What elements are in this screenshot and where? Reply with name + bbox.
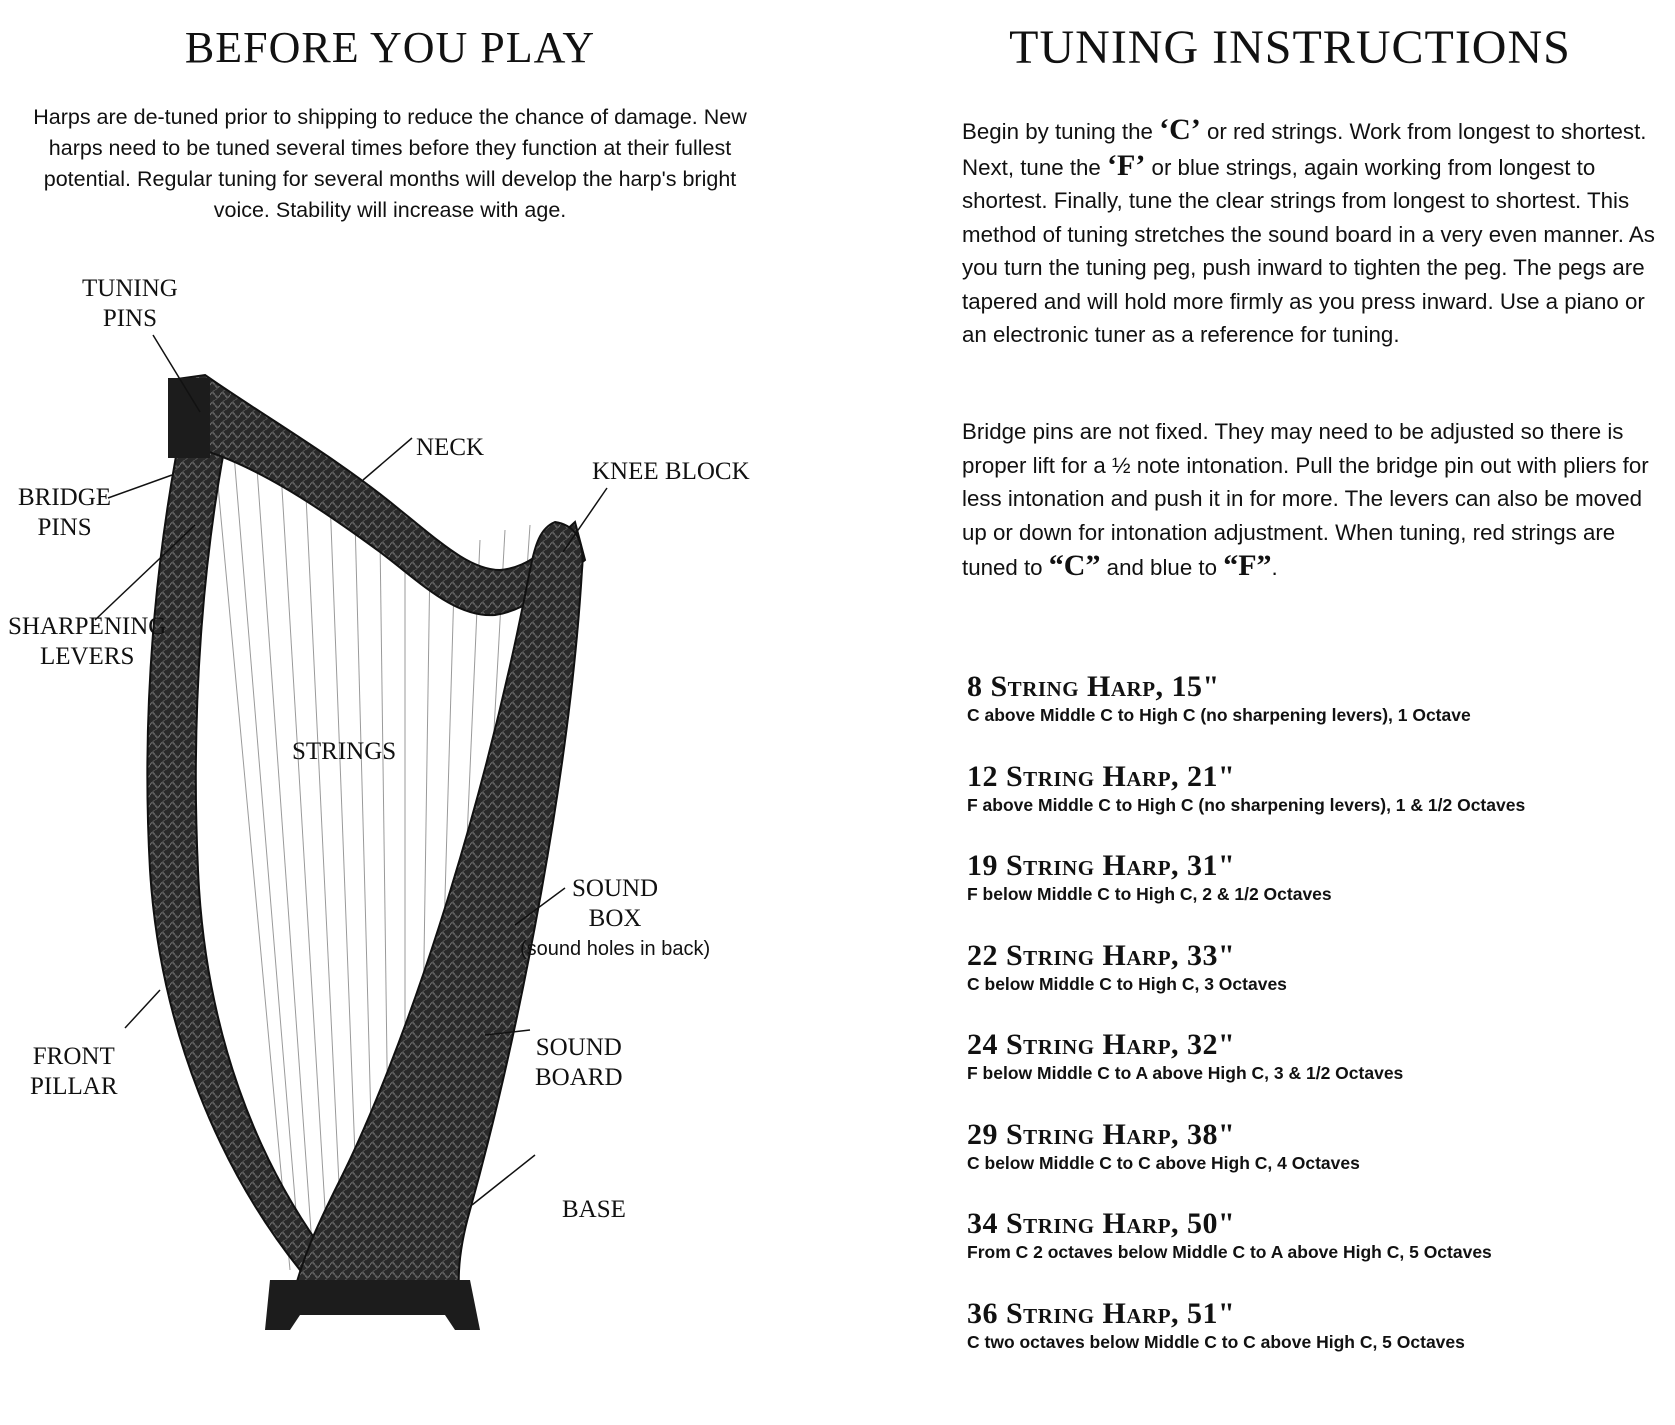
label-bridge-pins-line1: BRIDGE <box>18 484 112 511</box>
label-knee-block: KNEE BLOCK <box>592 458 750 485</box>
para2-f-note: “F” <box>1223 549 1272 582</box>
model-range: C below Middle C to C above High C, 4 Octaves <box>967 1152 1360 1173</box>
label-base: BASE <box>562 1196 626 1223</box>
label-sharpening-levers-line1: SHARPENING <box>8 613 167 640</box>
label-neck: NECK <box>416 434 485 461</box>
model-range: C above Middle C to High C (no sharpening levers), 1 Octave <box>967 705 1471 725</box>
para1-c-note: ‘C’ <box>1159 113 1201 146</box>
para2-text-c: . <box>1271 555 1278 580</box>
tuning-paragraph-2 <box>962 415 1662 585</box>
label-sound-box <box>520 874 710 964</box>
label-sharpening-levers-line2: LEVERS <box>39 643 135 670</box>
harp-model-list <box>967 670 1667 1386</box>
label-front-pillar-line1: FRONT <box>32 1043 115 1070</box>
model-title: 29 String Harp, 38" <box>967 1117 1236 1151</box>
label-strings: STRINGS <box>292 738 397 765</box>
label-tuning-pins <box>82 274 178 334</box>
tuning-paragraph-1 <box>962 113 1662 352</box>
para1-text-b: or red strings. Work from longest to shortest. Next, tune the <box>962 119 1647 180</box>
model-title: 19 String Harp, 31" <box>967 849 1236 882</box>
model-range: From C 2 octaves below Middle C to A above High C, 5 Octaves <box>967 1242 1492 1262</box>
tuning-instructions-title: TUNING INSTRUCTIONS <box>1009 21 1571 74</box>
harp-base <box>265 1280 480 1330</box>
para2-text-b: and blue to <box>1100 555 1224 580</box>
model-title: 12 String Harp, 21" <box>967 759 1236 793</box>
label-sound-board <box>535 1033 623 1093</box>
list-item <box>967 939 1667 1029</box>
para2-text-a: Bridge pins are not fixed. They may need to be adjusted so there is proper lift for a ½ note intonation. Pull the bridge pin out with pliers for less intonation and push it in for more. The levers can also be moved up or down for intonation adjustment. When tuning, red strings are tuned to <box>962 419 1649 580</box>
before-you-play-intro: Harps are de-tuned prior to shipping to reduce the chance of damage. New harps need to be tuned several times before they function at their fullest potential. Regular tuning for several months will develop the harp's bright voice. Stability will increase with age. <box>33 105 747 222</box>
label-sound-box-line2: BOX <box>588 905 642 932</box>
model-range: F below Middle C to High C, 2 & 1/2 Octaves <box>967 884 1332 904</box>
label-tuning-pins-line2: PINS <box>102 305 157 332</box>
list-item <box>967 670 1667 760</box>
model-title: 22 String Harp, 33" <box>967 938 1236 972</box>
model-title: 34 String Harp, 50" <box>967 1207 1236 1240</box>
para1-text-c: or blue strings, again working from longest to shortest. Finally, tune the clear strings from longest to shortest. This method of tuning stretches the sound board in a very even manner. As you turn the tuning peg, push inward to tighten the peg. The pegs are tapered and will hold more firmly as you press inward. Use a piano or an electronic tuner as a reference for tuning. <box>962 154 1655 347</box>
model-title: 36 String Harp, 51" <box>967 1296 1236 1330</box>
label-front-pillar <box>30 1042 118 1102</box>
para1-text-a: Begin by tuning the <box>962 119 1160 144</box>
label-front-pillar-line2: PILLAR <box>30 1073 118 1100</box>
model-range: F above Middle C to High C (no sharpening levers), 1 & 1/2 Octaves <box>967 794 1526 815</box>
label-sound-box-line1: SOUND <box>571 875 659 902</box>
label-bridge-pins <box>18 483 111 543</box>
para1-f-note: ‘F’ <box>1107 148 1146 182</box>
list-item <box>967 1118 1667 1208</box>
list-item <box>967 849 1667 939</box>
label-sound-box-note: (sound holes in back) <box>520 938 711 960</box>
label-bridge-pins-line2: PINS <box>37 514 92 541</box>
model-range: F below Middle C to A above High C, 3 & 1/2 Octaves <box>967 1063 1404 1083</box>
list-item <box>967 1297 1667 1387</box>
label-tuning-pins-line1: TUNING <box>82 275 178 302</box>
harp-head <box>168 378 210 458</box>
para2-c-note: “C” <box>1048 549 1101 582</box>
model-title: 8 String Harp, 15" <box>967 670 1220 703</box>
label-sound-board-line1: SOUND <box>535 1034 622 1061</box>
before-you-play-title: BEFORE YOU PLAY <box>184 23 596 72</box>
label-sharpening-levers <box>8 612 166 672</box>
list-item <box>967 1207 1667 1297</box>
list-item <box>967 1028 1667 1118</box>
label-sound-board-line2: BOARD <box>535 1064 623 1091</box>
list-item <box>967 760 1667 850</box>
model-range: C two octaves below Middle C to C above High C, 5 Octaves <box>967 1331 1465 1352</box>
model-range: C below Middle C to High C, 3 Octaves <box>967 973 1287 994</box>
model-title: 24 String Harp, 32" <box>967 1028 1236 1061</box>
harp-neck <box>170 375 585 615</box>
harp-diagram <box>0 270 780 1380</box>
